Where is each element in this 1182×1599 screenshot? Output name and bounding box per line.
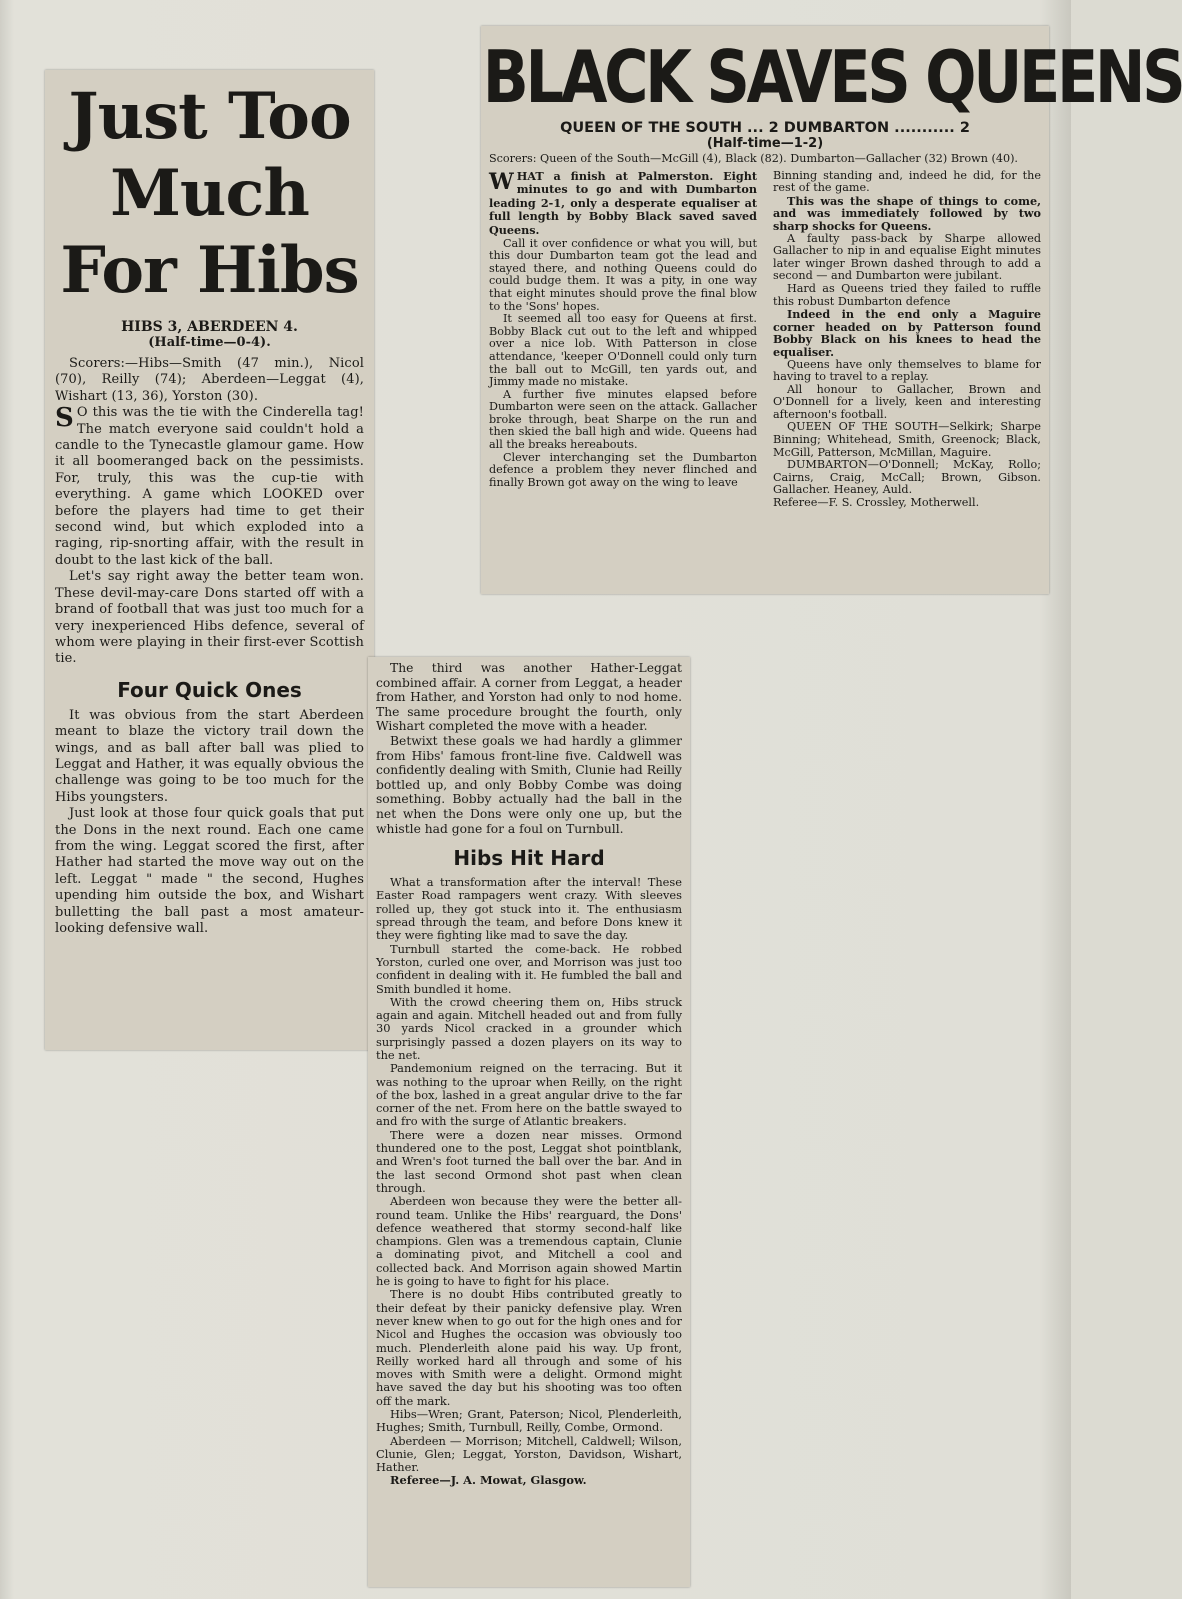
queens-paragraph-4: A further five minutes elapsed before Dumbarton were seen on the attack. Gallacher broke through, beat Sharpe on the run and then skied the ball high and wide. Queens had all the breaks hereabouts. bbox=[489, 387, 757, 452]
queens-halftime: (Half-time—1-2) bbox=[706, 136, 824, 151]
hibs-article-clipping bbox=[45, 70, 374, 1050]
queens-paragraph-12: All honour to Gallacher, Brown and O'Donnell for a lively, keen and interesting afternoon's football. bbox=[773, 382, 1041, 421]
hibs-team-hibs: Hibs—Wren; Grant, Paterson; Nicol, Plenderleith, Hughes; Smith, Turnbull, Reilly, Combe, Ormond. bbox=[376, 1407, 682, 1435]
hibs-paragraph-5: The third was another Hather-Leggat combined affair. A corner from Leggat, a header from Hather, and Yorston had only to nod home. The same procedure brought the fourth, only Wishart completed the move with a header. bbox=[376, 661, 682, 734]
hibs-paragraph-13: There is no doubt Hibs contributed greatly to their defeat by their panicky defensive play. Wren never knew when to go out for the high ones and for Nicol and Hughes the occasion was obviously too much. Plenderleith alone paid his way. Up front, Reilly worked hard all through and some of his moves with Smith were a delight. Ormond might have saved the day but his shooting was too often off the mark. bbox=[376, 1287, 682, 1408]
queens-paragraph-1-text: HAT a finish at Palmerston. Eight minutes to go and with Dumbarton leading 2-1, only a desperate equaliser at full length by Bobby Black saved saved Queens. bbox=[489, 168, 757, 237]
hibs-paragraph-6: Betwixt these goals we had hardly a glimmer from Hibs' famous front-line five. Caldwell was confidently dealing with Smith, Clunie had Reilly bottled up, and only Bobby Combe was doing something. Bobby actually had the ball in the net when the Dons were only one up, but the whistle had gone for a foul on Turnbull. bbox=[376, 733, 682, 836]
queens-referee: Referee—F. S. Crossley, Motherwell. bbox=[773, 496, 980, 510]
queens-team-dumbarton: DUMBARTON—O'Donnell; McKay, Rollo; Cairns, Craig, McCall; Brown, Gibson. Gallacher. Heaney, Auld. bbox=[773, 458, 1041, 497]
hibs-team-aberdeen: Aberdeen — Morrison; Mitchell, Caldwell; Wilson, Clunie, Glen; Leggat, Yorston, Davidson, Wishart, Hather. bbox=[376, 1433, 682, 1475]
hibs-paragraph-11: There were a dozen near misses. Ormond thundered one to the post, Leggat shot pointblank, and Wren's foot turned the ball over the bar. And in the last second Ormond shot past when clean through. bbox=[376, 1127, 682, 1195]
hibs-halftime: (Half-time—0-4). bbox=[148, 335, 271, 350]
hibs-scorers: Scorers:—Hibs—Smith (47 min.), Nicol (70), Reilly (74); Aberdeen—Leggat (4), Wishart (13, 36), Yorston (30). bbox=[55, 356, 364, 404]
drop-cap: S bbox=[55, 403, 74, 434]
queens-paragraph-3: It seemed all too easy for Queens at first. Bobby Black cut out to the left and whipped over a nice lob. With Patterson in close attendance, 'keeper O'Donnell could only turn the ball out to McGill, ten yards out, and Jimmy made no mistake. bbox=[489, 312, 757, 389]
hibs-subhead-hibs-hit-hard: Hibs Hit Hard bbox=[453, 846, 605, 871]
hibs-paragraph-2: Let's say right away the better team won. These devil-may-care Dons started off with a brand of football that was just too much for a very inexperienced Hibs defence, several of whom were playing in their first-ever Scottish tie. bbox=[55, 569, 364, 667]
queens-column-right bbox=[773, 170, 1041, 510]
hibs-paragraph-1-text: O this was the tie with the Cinderella tag! The match everyone said couldn't hold a candle to the Tynecastle glamour game. How it all boomeranged back on the pessimists. For, truly, this was the cup-tie with everything. A game which LOOKED over before the players had time to get their second wind, but which exploded into a raging, rip-snorting affair, with the result in doubt to the last kick of the ball. bbox=[55, 405, 364, 568]
queens-column-left bbox=[489, 170, 757, 510]
hibs-referee: Referee—J. A. Mowat, Glasgow. bbox=[390, 1473, 587, 1488]
hibs-paragraph-3: It was obvious from the start Aberdeen meant to blaze the victory trail down the wings, and as ball after ball was plied to Leggat and Hather, it was equally obvious the challenge was going to be too much for the Hibs youngsters. bbox=[55, 707, 364, 805]
queens-headline: BLACK SAVES QUEENS bbox=[482, 35, 1182, 119]
drop-cap: W bbox=[489, 168, 514, 195]
hibs-score-line: HIBS 3, ABERDEEN 4. bbox=[121, 319, 298, 335]
hibs-paragraph-10: Pandemonium reigned on the terracing. But it was nothing to the uproar when Reilly, on the right of the box, lashed in a great angular drive to the far corner of the net. From here on the battle swayed to and fro with the surge of Atlantic breakers. bbox=[376, 1061, 682, 1129]
queens-paragraph-2: Call it over confidence or what you will, but this dour Dumbarton team got the lead and stayed there, and nothing Queens could do could budge them. It was a pity, in one way that eight minutes should prove the final blow to the 'Sons' hopes. bbox=[489, 236, 757, 313]
queens-paragraph-7: This was the shape of things to come, and was immediately followed by two sharp shocks for Queens. bbox=[773, 193, 1041, 233]
queens-paragraph-5: Clever interchanging set the Dumbarton defence a problem they never flinched and finally Brown got away on the wing to leave bbox=[489, 450, 757, 489]
hibs-headline: Just Too Much For Hibs bbox=[60, 79, 359, 308]
queens-article-clipping bbox=[481, 26, 1182, 594]
queens-paragraph-8: A faulty pass-back by Sharpe allowed Gallacher to nip in and equalise Eight minutes later winger Brown dashed through to add a second — and Dumbarton were jubilant. bbox=[773, 231, 1041, 283]
hibs-paragraph-12: Aberdeen won because they were the better all-round team. Unlike the Hibs' rearguard, the Dons' defence weathered that stormy second-half like champions. Glen was a tremendous captain, Clunie a dominating pivot, and Mitchell a cool and collected back. And Morrison again showed Martin he is going to have to fight for his place. bbox=[376, 1194, 682, 1289]
queens-columns bbox=[489, 170, 1041, 510]
hibs-paragraph-1 bbox=[55, 405, 364, 569]
queens-paragraph-1 bbox=[489, 170, 757, 238]
hibs-paragraph-4: Just look at those four quick goals that put the Dons in the next round. Each one came from the wing. Leggat scored the first, after Hather had started the move way out on the left. Leggat " made " the second, Hughes upending him outside the box, and Wishart bulletting the ball past a most amateur-looking defensive wall. bbox=[55, 806, 364, 936]
queens-paragraph-9: Hard as Queens tried they failed to ruffle this robust Dumbarton defence bbox=[773, 281, 1041, 308]
hibs-paragraph-8: Turnbull started the come-back. He robbed Yorston, curled one over, and Morrison was just too confident in dealing with it. He fumbled the ball and Smith bundled it home. bbox=[376, 941, 682, 996]
hibs-paragraph-9: With the crowd cheering them on, Hibs struck again and again. Mitchell headed out and from fully 30 yards Nicol cracked in a grounder which surprisingly passed a dozen players on its way to the net. bbox=[376, 994, 682, 1062]
hibs-paragraph-7: What a transformation after the interval! These Easter Road rampagers went crazy. With sleeves rolled up, they got stuck into it. The enthusiasm spread through the team, and before Dons knew it they were fighting like mad to save the day. bbox=[376, 875, 682, 943]
queens-team-queen-of-the-south: QUEEN OF THE SOUTH—Selkirk; Sharpe Binning; Whitehead, Smith, Greenock; Black, McGill, Patterson, McMillan, Maguire. bbox=[773, 420, 1041, 459]
queens-score-line: QUEEN OF THE SOUTH ... 2 DUMBARTON ........... 2 bbox=[560, 120, 970, 136]
queens-paragraph-6: Binning standing and, indeed he did, for the rest of the game. bbox=[773, 168, 1041, 195]
queens-scorers: Scorers: Queen of the South—McGill (4), Black (82). Dumbarton—Gallacher (32) Brown (40). bbox=[489, 152, 1018, 165]
hibs-subhead-four-quick-ones: Four Quick Ones bbox=[117, 677, 302, 702]
hibs-continuation-clipping bbox=[368, 657, 690, 1587]
queens-paragraph-10: Indeed in the end only a Maguire corner headed on by Patterson found Bobby Black on his knees to head the equaliser. bbox=[773, 307, 1041, 359]
queens-paragraph-11: Queens have only themselves to blame for having to travel to a replay. bbox=[773, 357, 1041, 384]
